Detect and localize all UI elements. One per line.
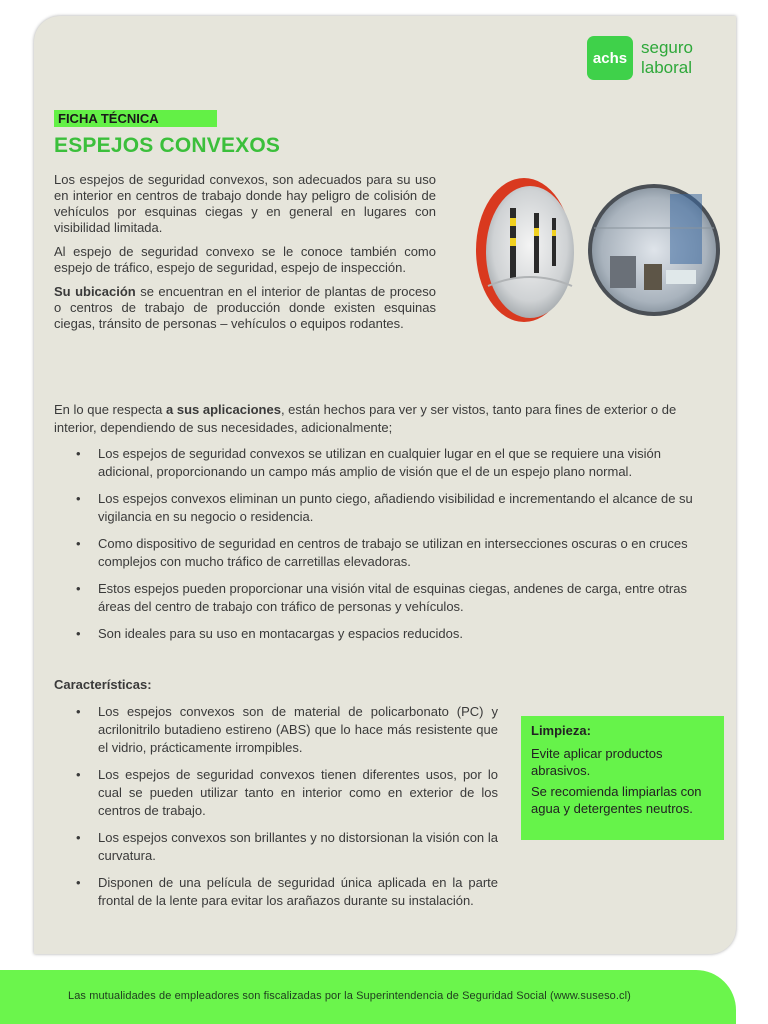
list-item: • Los espejos convexos son de material de policarbonato (PC) y acrilonitrilo butadieno estireno (ABS) que lo hace más resistente que el vidrio, prácticamente irrompibles. bbox=[54, 703, 498, 757]
features-section bbox=[54, 703, 498, 919]
applications-section bbox=[54, 401, 718, 652]
list-item: • Disponen de una película de seguridad única aplicada en la parte frontal de la lente para evitar los arañazos durante su instalación. bbox=[54, 874, 498, 910]
location-label: Su ubicación bbox=[54, 284, 136, 299]
applications-list bbox=[54, 445, 718, 643]
round-mirror bbox=[588, 184, 720, 316]
logo-line-2: laboral bbox=[641, 58, 693, 77]
logo-mark-text: achs bbox=[592, 49, 628, 67]
cleaning-text-1: Evite aplicar productos abrasivos. bbox=[531, 746, 663, 778]
features-list bbox=[54, 703, 498, 910]
cleaning-text-2: Se recomienda limpiarlas con agua y detergentes neutros. bbox=[531, 784, 702, 816]
convex-mirrors-photo bbox=[474, 168, 724, 328]
intro-section bbox=[54, 172, 436, 340]
applications-lead-bold: a sus aplicaciones bbox=[166, 402, 281, 417]
achs-logo-mark bbox=[587, 36, 633, 80]
list-item: • Los espejos de seguridad convexos tienen diferentes usos, por lo cual se pueden utilizar tanto en interior como en exterior de los centros de trabajo. bbox=[54, 766, 498, 820]
achs-logo-text bbox=[641, 38, 693, 78]
applications-intro bbox=[54, 401, 718, 437]
page-title: ESPEJOS CONVEXOS bbox=[54, 134, 281, 157]
list-item: • Estos espejos pueden proporcionar una visión vital de esquinas ciegas, andenes de carga, entre otras áreas del centro de trabajo con tráfico de personas y vehículos. bbox=[54, 580, 718, 616]
list-item: • Como dispositivo de seguridad en centros de trabajo se utilizan en intersecciones oscuras o en cruces complejos con mucho tráfico de carretillas elevadoras. bbox=[54, 535, 718, 571]
applications-lead-before: En lo que respecta bbox=[54, 402, 167, 417]
list-item: • Los espejos de seguridad convexos se utilizan en cualquier lugar en el que se requiere una visión adicional, proporcionando un campo más amplio de visión que el de un espejo plano normal. bbox=[54, 445, 718, 481]
intro-paragraph-2: Al espejo de seguridad convexo se le conoce también como espejo de tráfico, espejo de seguridad, espejo de inspección. bbox=[54, 244, 436, 275]
footer-text: Las mutualidades de empleadores son fiscalizadas por la Superintendencia de Seguridad Social (www.suseso.cl) bbox=[68, 990, 631, 1002]
red-hooded-mirror bbox=[476, 178, 574, 322]
intro-paragraph-1: Los espejos de seguridad convexos, son adecuados para su uso en interior en centros de trabajo donde hay peligro de colisión de vehículos por esquinas ciegas y en general en lugares con visibilidad limitada. bbox=[54, 172, 436, 235]
intro-paragraph-3 bbox=[54, 284, 436, 332]
applications-lead-after: , están hechos para ver y ser vistos, tanto para fines de exterior o de interior, dependiendo de sus necesidades, adicionalmente; bbox=[54, 402, 677, 435]
features-heading: Características: bbox=[54, 677, 152, 692]
location-text: se encuentran en el interior de plantas de proceso o centros de trabajo de producción donde existen esquinas ciegas, tránsito de personas – vehículos o equipos rodantes. bbox=[54, 284, 436, 331]
list-item: • Los espejos convexos son brillantes y no distorsionan la visión con la curvatura. bbox=[54, 829, 498, 865]
footer-bar bbox=[0, 970, 736, 1024]
cleaning-heading: Limpieza: bbox=[531, 723, 591, 738]
cleaning-box bbox=[521, 716, 724, 840]
document-type-tag: FICHA TÉCNICA bbox=[54, 110, 217, 127]
list-item: • Son ideales para su uso en montacargas y espacios reducidos. bbox=[54, 625, 718, 643]
list-item: • Los espejos convexos eliminan un punto ciego, añadiendo visibilidad e incrementando el alcance de su vigilancia en su negocio o residencia. bbox=[54, 490, 718, 526]
logo-line-1: seguro bbox=[641, 38, 693, 57]
